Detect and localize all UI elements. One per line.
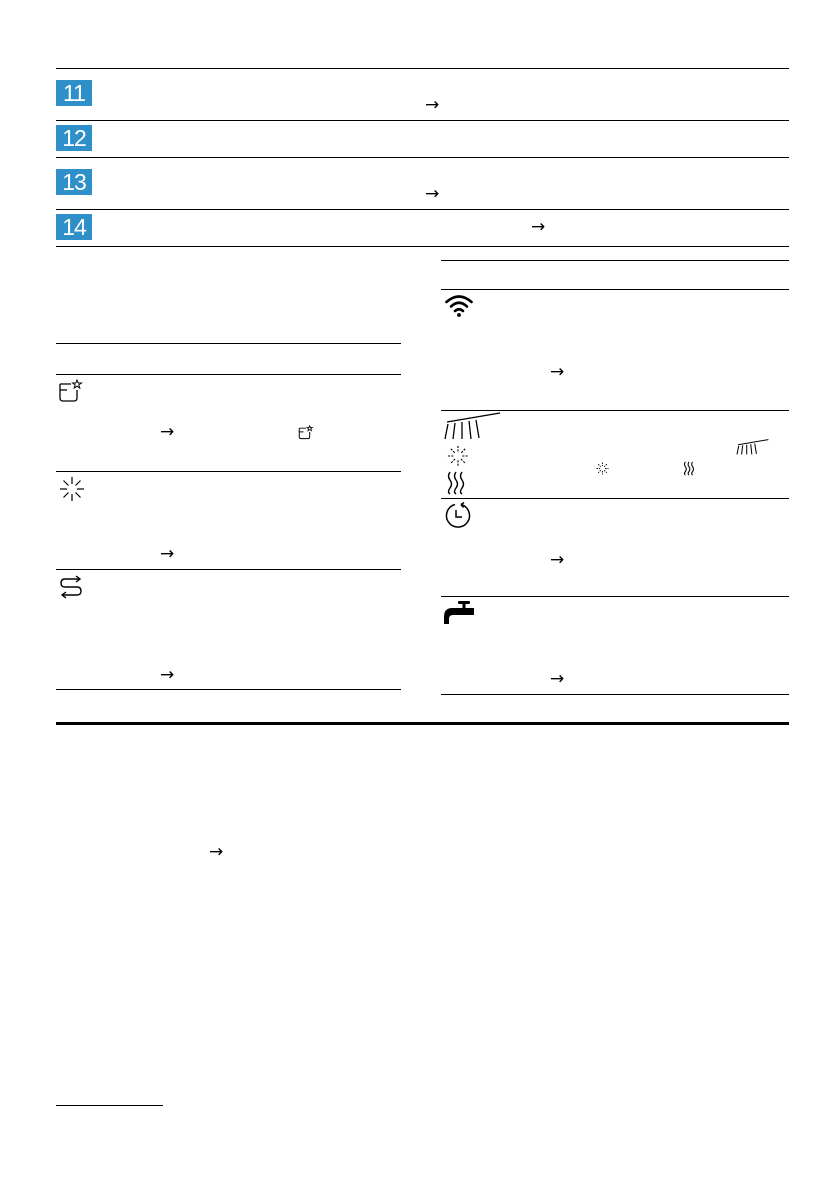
- cross-reference-arrow: →: [550, 362, 565, 382]
- table-rule: [441, 694, 789, 695]
- section-divider: [56, 722, 789, 725]
- dosage-assist-icon: [58, 379, 84, 403]
- table-rule: [441, 498, 789, 499]
- cross-reference-arrow: →: [160, 665, 175, 685]
- cross-reference-arrow: →: [160, 422, 175, 442]
- table-rule: [56, 343, 401, 344]
- badge-11: 11: [56, 80, 92, 106]
- table-rule: [441, 410, 789, 411]
- cross-reference-arrow: →: [425, 95, 440, 115]
- table-rule: [56, 471, 401, 472]
- table-rule: [441, 596, 789, 597]
- table-rule: [441, 289, 789, 290]
- row-rule: [56, 209, 789, 210]
- row-rule: [56, 246, 789, 247]
- wifi-icon: [444, 293, 474, 317]
- cross-reference-arrow: →: [209, 842, 224, 862]
- water-tap-icon: [444, 600, 476, 626]
- rinse-aid-icon: [447, 445, 469, 467]
- table-rule: [441, 260, 789, 261]
- row-rule: [56, 157, 789, 158]
- row-rule: [56, 120, 789, 121]
- row-rule: [56, 68, 789, 69]
- table-rule: [56, 689, 401, 690]
- drying-inline-icon: [683, 461, 695, 476]
- table-rule: [56, 569, 401, 570]
- rinse-aid-inline-icon: [596, 462, 609, 475]
- badge-12: 12: [56, 125, 92, 151]
- rinse-aid-icon: [59, 476, 85, 502]
- machine-care-icon: [59, 575, 83, 599]
- spray-arm-icon: [444, 412, 502, 440]
- badge-14: 14: [56, 214, 92, 240]
- table-rule: [56, 374, 401, 375]
- cross-reference-arrow: →: [531, 217, 546, 237]
- spray-arm-inline-icon: [735, 439, 771, 455]
- cross-reference-arrow: →: [550, 669, 565, 689]
- cross-reference-arrow: →: [160, 544, 175, 564]
- timer-icon: [444, 502, 472, 530]
- cross-reference-arrow: →: [425, 184, 440, 204]
- badge-13: 13: [56, 169, 92, 195]
- drying-icon: [446, 471, 466, 495]
- dosage-assist-inline-icon: [298, 425, 314, 440]
- cross-reference-arrow: →: [550, 550, 565, 570]
- footnote-rule: [56, 1105, 163, 1106]
